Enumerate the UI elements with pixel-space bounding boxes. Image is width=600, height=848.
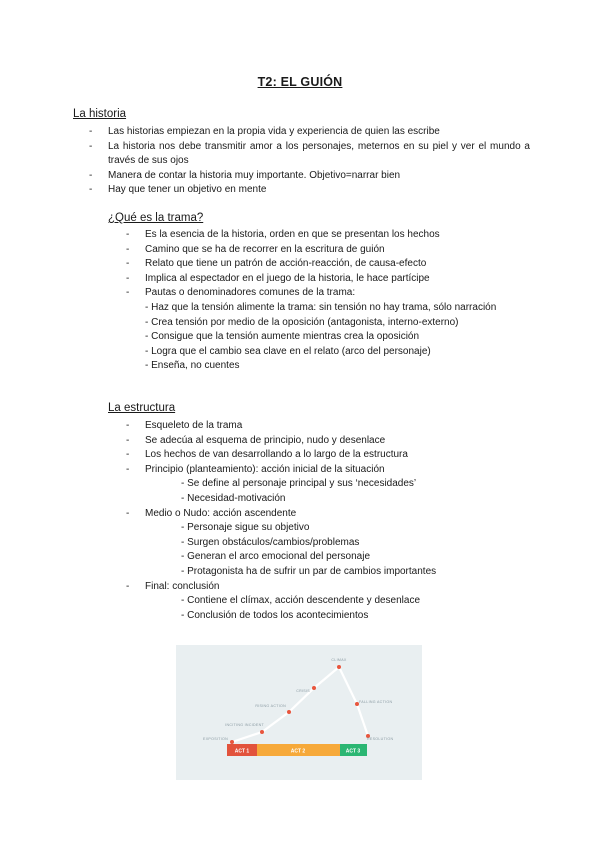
pauta-item: - Enseña, no cuentes bbox=[145, 360, 240, 372]
pauta-item: - Haz que la tensión alimente la trama: sin tensión no hay trama, sólo narración bbox=[145, 301, 497, 313]
sub-item: - Personaje sigue su objetivo bbox=[181, 522, 310, 534]
sub-item: - Contiene el clímax, acción descendente y desenlace bbox=[181, 595, 421, 607]
sub-item: - Surgen obstáculos/cambios/problemas bbox=[181, 536, 360, 548]
sub-item: - Necesidad-motivación bbox=[181, 492, 286, 504]
list-item bbox=[145, 507, 530, 580]
list-item: - Hay que tener un objetivo en mente bbox=[108, 183, 530, 198]
page-title: T2: EL GUIÓN bbox=[257, 75, 343, 89]
pauta-item: - Crea tensión por medio de la oposición (antagonista, interno-externo) bbox=[145, 316, 459, 328]
sub-item: - Se define al personaje principal y sus ‘necesidades’ bbox=[181, 478, 417, 490]
principio-label: - Principio (planteamiento): acción inicial de la situación bbox=[145, 463, 385, 475]
pauta-item: - Logra que el cambio sea clave en el relato (arco del personaje) bbox=[145, 345, 431, 357]
sub-item: - Conclusión de todos los acontecimientos bbox=[181, 609, 369, 621]
final-label: - Final: conclusión bbox=[145, 580, 220, 592]
estructura-list bbox=[145, 419, 530, 623]
story-arc-svg bbox=[176, 645, 422, 780]
list-item bbox=[145, 463, 530, 507]
act-3-label: ACT 3 bbox=[345, 748, 361, 755]
list-item: - La historia nos debe transmitir amor a los personajes, meternos en su piel y ver el mundo a través de sus ojos bbox=[108, 140, 530, 169]
sub-item: - Generan el arco emocional del personaje bbox=[181, 551, 370, 563]
label-resolution: RESOLUTION bbox=[367, 737, 394, 741]
label-falling-action: FALLING ACTION bbox=[359, 700, 393, 704]
trama-list bbox=[145, 228, 530, 374]
label-inciting-incident: INCITING INCIDENT bbox=[225, 723, 264, 727]
point-crisis bbox=[312, 686, 316, 690]
section-heading-trama: ¿Qué es la trama? bbox=[108, 212, 204, 224]
list-item bbox=[145, 580, 530, 624]
list-item: - Se adecúa al esquema de principio, nudo y desenlace bbox=[145, 434, 530, 449]
label-exposition: EXPOSITION bbox=[203, 737, 228, 741]
list-item: - Manera de contar la historia muy importante. Objetivo=narrar bien bbox=[108, 169, 530, 184]
label-rising-action: RISING ACTION bbox=[255, 704, 286, 708]
label-crisis: CRISIS bbox=[296, 689, 310, 693]
act-1-label: ACT 1 bbox=[234, 748, 250, 755]
pautas-label: - Pautas o denominadores comunes de la trama: bbox=[145, 287, 356, 299]
pauta-item: - Consigue que la tensión aumente mientras crea la oposición bbox=[145, 331, 420, 343]
point-inciting-incident bbox=[260, 730, 264, 734]
label-climax: CLIMAX bbox=[331, 658, 347, 662]
list-item: - Implica al espectador en el juego de la historia, le hace partícipe bbox=[145, 272, 530, 287]
act-2-label: ACT 2 bbox=[290, 748, 306, 755]
point-exposition bbox=[230, 740, 234, 744]
story-arc-diagram bbox=[176, 645, 422, 780]
list-item: - Esqueleto de la trama bbox=[145, 419, 530, 434]
sub-item: - Protagonista ha de sufrir un par de cambios importantes bbox=[181, 565, 437, 577]
list-item bbox=[145, 286, 530, 374]
point-rising-action bbox=[287, 710, 291, 714]
list-item: - Camino que se ha de recorrer en la escritura de guión bbox=[145, 243, 530, 258]
list-item: - Relato que tiene un patrón de acción-reacción, de causa-efecto bbox=[145, 257, 530, 272]
section-heading-historia: La historia bbox=[73, 108, 127, 120]
list-item: - Los hechos de van desarrollando a lo largo de la estructura bbox=[145, 448, 530, 463]
arc-line bbox=[232, 667, 368, 742]
section-heading-estructura: La estructura bbox=[108, 402, 176, 414]
point-climax bbox=[337, 665, 341, 669]
list-item: - Es la esencia de la historia, orden en que se presentan los hechos bbox=[145, 228, 530, 243]
medio-label: - Medio o Nudo: acción ascendente bbox=[145, 507, 297, 519]
historia-list bbox=[108, 125, 530, 198]
list-item: - Las historias empiezan en la propia vida y experiencia de quien las escribe bbox=[108, 125, 530, 140]
